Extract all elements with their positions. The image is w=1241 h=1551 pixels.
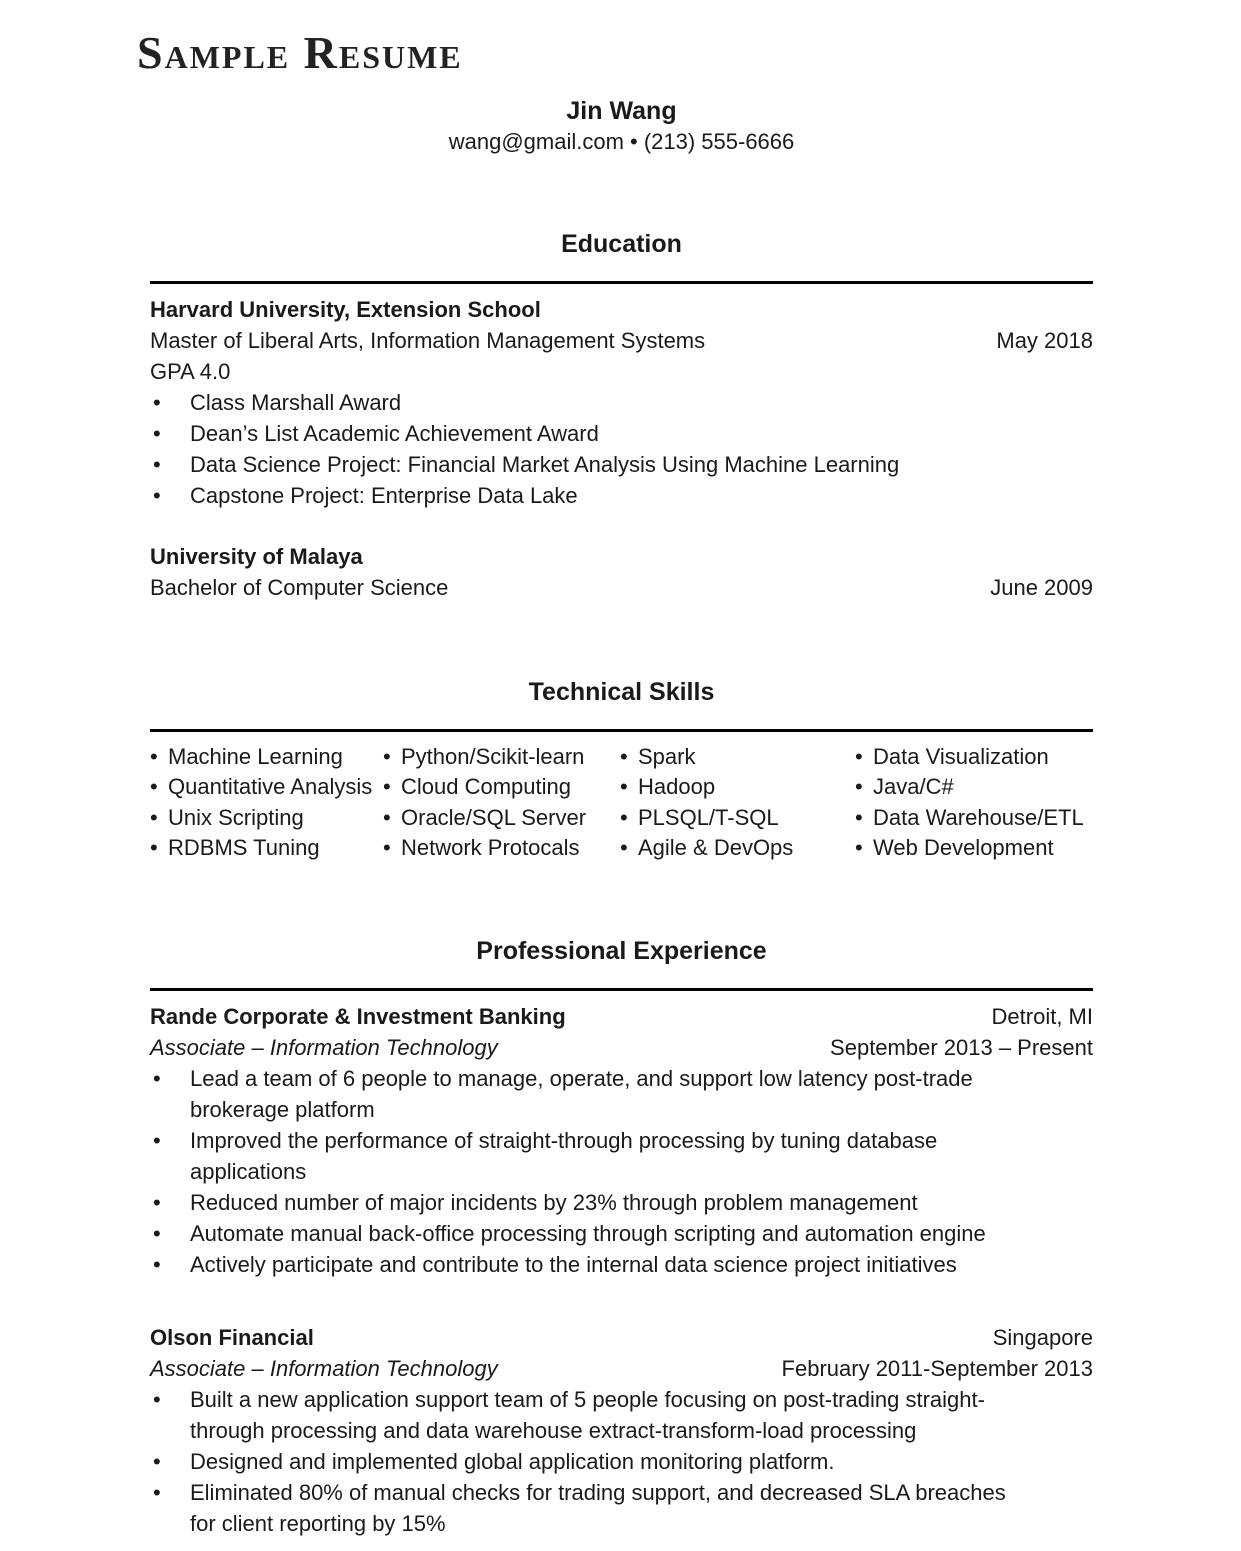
bullet-icon: • xyxy=(383,743,391,769)
employment-dates: September 2013 – Present xyxy=(830,1034,1093,1060)
skill-item: • Unix Scripting xyxy=(150,803,383,834)
education-bullet: • Data Science Project: Financial Market Analysis Using Machine Learning xyxy=(150,449,1093,480)
experience-heading: Professional Experience xyxy=(476,936,767,965)
experience-bullet: • Reduced number of major incidents by 23% through problem management xyxy=(150,1187,1093,1218)
graduation-date: May 2018 xyxy=(996,327,1093,353)
graduation-date: June 2009 xyxy=(990,574,1093,600)
bullet-icon: • xyxy=(150,743,158,769)
bullet-icon: • xyxy=(150,835,158,861)
skill-item: • Spark xyxy=(620,742,855,773)
degree: Bachelor of Computer Science xyxy=(150,574,449,600)
experience-bullet: • Automate manual back-office processing through scripting and automation engine xyxy=(150,1218,1093,1249)
gpa: GPA 4.0 xyxy=(150,358,231,384)
degree: Master of Liberal Arts, Information Management Systems xyxy=(150,327,706,353)
bullet-icon: • xyxy=(620,743,628,769)
education-bullet: • Capstone Project: Enterprise Data Lake xyxy=(150,480,1093,511)
document-watermark-title: Sample Resume xyxy=(137,27,463,78)
company-location: Singapore xyxy=(992,1324,1093,1350)
skills-heading: Technical Skills xyxy=(528,677,715,706)
experience-bullet: • Lead a team of 6 people to manage, operate, and support low latency post-trade brokerage platform xyxy=(150,1063,1093,1125)
employment-dates: February 2011-September 2013 xyxy=(781,1355,1093,1381)
bullet-icon: • xyxy=(855,774,863,800)
education-divider xyxy=(150,281,1093,284)
experience-bullet: • Built a new application support team of 5 people focusing on post-trading straight-through processing and data warehouse extract-transform-load processing xyxy=(150,1384,1093,1446)
experience-divider xyxy=(150,988,1093,991)
experience-bullet: • Improved the performance of straight-through processing by tuning database applications xyxy=(150,1125,1093,1187)
skill-item: • Data Warehouse/ETL xyxy=(855,803,1093,834)
skill-item: • Python/Scikit-learn xyxy=(383,742,620,773)
bullet-icon: • xyxy=(855,835,863,861)
skill-item: • Java/C# xyxy=(855,772,1093,803)
bullet-icon: • xyxy=(150,774,158,800)
company-name: Rande Corporate & Investment Banking xyxy=(150,1003,566,1029)
bullet-icon: • xyxy=(383,774,391,800)
company-location: Detroit, MI xyxy=(991,1003,1093,1029)
skill-item: • Data Visualization xyxy=(855,742,1093,773)
experience-bullet: • Designed and implemented global application monitoring platform. xyxy=(150,1446,1093,1477)
skill-item: • Machine Learning xyxy=(150,742,383,773)
experience-bullet: • Actively participate and contribute to the internal data science project initiatives xyxy=(150,1249,1093,1280)
skill-item: • Agile & DevOps xyxy=(620,833,855,864)
bullet-icon: • xyxy=(855,804,863,830)
skills-divider xyxy=(150,729,1093,732)
person-name: Jin Wang xyxy=(566,96,677,125)
skill-item: • Web Development xyxy=(855,833,1093,864)
skill-item: • Quantitative Analysis xyxy=(150,772,383,803)
bullet-icon: • xyxy=(620,804,628,830)
bullet-icon: • xyxy=(383,835,391,861)
education-entry xyxy=(150,541,1093,603)
bullet-icon: • xyxy=(855,743,863,769)
education-heading: Education xyxy=(561,229,682,258)
education-bullet: • Dean’s List Academic Achievement Award xyxy=(150,418,1093,449)
bullet-icon: • xyxy=(150,804,158,830)
resume-header xyxy=(150,95,1093,157)
company-name: Olson Financial xyxy=(150,1324,314,1350)
skill-item: • PLSQL/T-SQL xyxy=(620,803,855,834)
skill-item: • Oracle/SQL Server xyxy=(383,803,620,834)
bullet-icon: • xyxy=(383,804,391,830)
education-bullet: • Class Marshall Award xyxy=(150,387,1093,418)
contact-info: wang@gmail.com • (213) 555-6666 xyxy=(448,128,795,154)
skills-grid xyxy=(150,742,1093,864)
job-title: Associate – Information Technology xyxy=(150,1355,498,1381)
bullet-icon: • xyxy=(620,774,628,800)
experience-entry xyxy=(150,1322,1093,1539)
experience-bullet: • Eliminated 80% of manual checks for trading support, and decreased SLA breaches for client reporting by 15% xyxy=(150,1477,1093,1539)
job-title: Associate – Information Technology xyxy=(150,1034,498,1060)
institution-name: University of Malaya xyxy=(150,543,363,569)
bullet-icon: • xyxy=(620,835,628,861)
skill-item: • RDBMS Tuning xyxy=(150,833,383,864)
institution-name: Harvard University, Extension School xyxy=(150,296,541,322)
education-entry xyxy=(150,294,1093,511)
skill-item: • Network Protocals xyxy=(383,833,620,864)
skill-item: • Cloud Computing xyxy=(383,772,620,803)
skill-item: • Hadoop xyxy=(620,772,855,803)
experience-entry xyxy=(150,1001,1093,1280)
